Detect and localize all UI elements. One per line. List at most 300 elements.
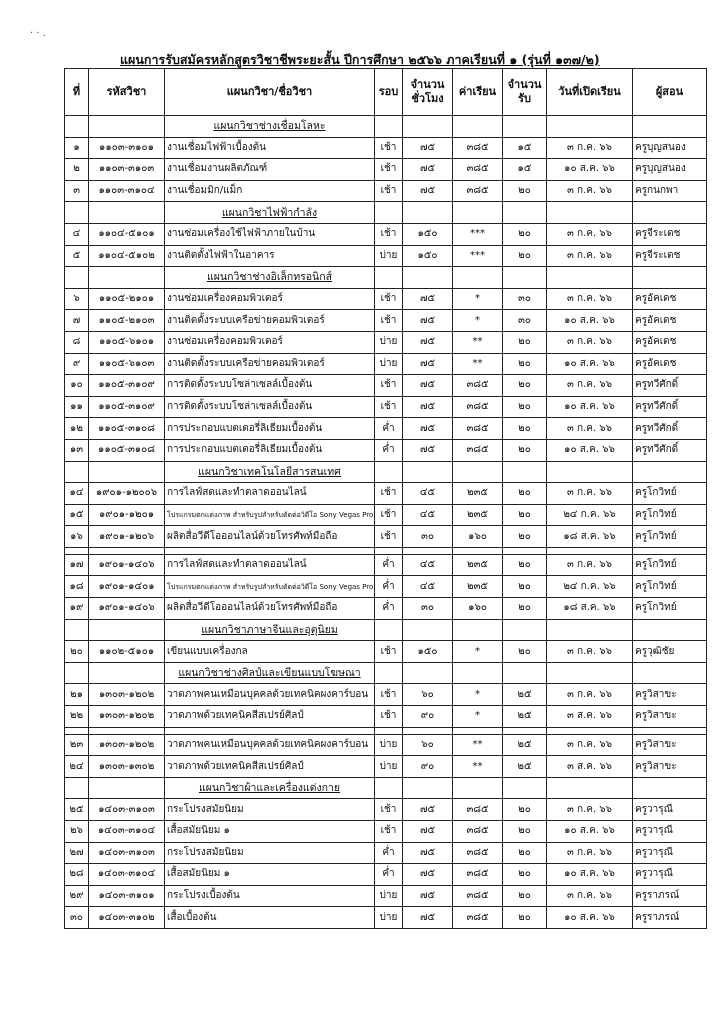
course-round: ค่ำ [375, 598, 403, 620]
course-teacher: ครูวิสาขะ [633, 706, 707, 728]
course-code: ๑๑๐๕-๓๑๐๙ [89, 396, 165, 418]
course-row [65, 576, 707, 598]
course-round: เช้า [375, 526, 403, 548]
row-number: ๑๙ [65, 598, 89, 620]
course-round: เช้า [375, 799, 403, 821]
empty-cell [503, 727, 547, 734]
course-teacher: ครูโกวิทย์ [633, 504, 707, 526]
course-fee: ๓๘๕ [453, 864, 503, 886]
course-seats: ๒๐ [503, 907, 547, 929]
course-hours: ๗๕ [403, 137, 453, 159]
empty-cell [633, 547, 707, 554]
course-fee: ๓๘๕ [453, 418, 503, 440]
course-row [65, 137, 707, 159]
row-number: ๑๑ [65, 396, 89, 418]
course-teacher: ครูบุญสนอง [633, 137, 707, 159]
empty-cell [403, 727, 453, 734]
empty-cell [453, 662, 503, 684]
course-fee: ** [453, 756, 503, 778]
course-hours: ๗๕ [403, 288, 453, 310]
course-seats: ๒๐ [503, 576, 547, 598]
course-row [65, 756, 707, 778]
course-fee: ๓๘๕ [453, 907, 503, 929]
course-code: ๑๑๐๕-๓๑๐๘ [89, 418, 165, 440]
course-round: เช้า [375, 483, 403, 505]
empty-cell [375, 267, 403, 289]
empty-cell [633, 461, 707, 483]
empty-cell [165, 727, 375, 734]
course-start-date: ๓ ก.ค. ๖๖ [547, 375, 633, 397]
course-fee: ** [453, 331, 503, 353]
course-seats: ๑๕ [503, 137, 547, 159]
course-start-date: ๓ ก.ค. ๖๖ [547, 554, 633, 576]
course-teacher: ครูอัคเดช [633, 331, 707, 353]
empty-cell [65, 202, 89, 224]
empty-cell [89, 619, 165, 641]
empty-cell [547, 267, 633, 289]
course-name: กระโปรงสมัยนิยม [165, 799, 375, 821]
row-number: ๔ [65, 223, 89, 245]
course-fee: ๓๘๕ [453, 439, 503, 461]
course-seats: ๓๐ [503, 310, 547, 332]
course-round: เช้า [375, 821, 403, 843]
course-seats: ๒๐ [503, 842, 547, 864]
course-teacher: ครูทวีศักดิ์ [633, 418, 707, 440]
empty-cell [65, 461, 89, 483]
course-name: วาดภาพด้วยเทคนิคสีสเปรย์ศิลป์ [165, 706, 375, 728]
course-hours: ๗๕ [403, 310, 453, 332]
empty-cell [65, 777, 89, 799]
course-hours: ๗๕ [403, 353, 453, 375]
course-name: การติดตั้งระบบโซล่าเซลล์เบื้องต้น [165, 396, 375, 418]
course-code: ๑๑๐๓-๓๑๐๓ [89, 159, 165, 181]
empty-cell [65, 547, 89, 554]
course-seats: ๒๐ [503, 245, 547, 267]
empty-cell [547, 619, 633, 641]
course-teacher: ครูทวีศักดิ์ [633, 375, 707, 397]
row-number: ๑๐ [65, 375, 89, 397]
empty-cell [453, 461, 503, 483]
course-code: ๑๑๐๔-๕๑๐๑ [89, 223, 165, 245]
course-seats: ๒๐ [503, 554, 547, 576]
course-name: งานติดตั้งระบบเครือข่ายคอมพิวเตอร์ [165, 353, 375, 375]
empty-cell [375, 202, 403, 224]
empty-cell [453, 202, 503, 224]
row-number: ๑๕ [65, 504, 89, 526]
course-seats: ๒๐ [503, 799, 547, 821]
course-round: ค่ำ [375, 554, 403, 576]
course-teacher: ครูวิสาขะ [633, 756, 707, 778]
row-number: ๑ [65, 137, 89, 159]
course-start-date: ๓ ก.ค. ๖๖ [547, 734, 633, 756]
course-code: ๑๓๐๓-๑๒๐๒ [89, 734, 165, 756]
course-name: การไลฟ์สดและทำตลาดออนไลน์ [165, 483, 375, 505]
course-row [65, 684, 707, 706]
course-fee: * [453, 310, 503, 332]
course-seats: ๒๐ [503, 641, 547, 663]
course-seats: ๒๐ [503, 331, 547, 353]
course-code: ๑๔๐๓-๓๑๐๓ [89, 799, 165, 821]
course-code: ๑๓๐๓-๑๒๐๒ [89, 684, 165, 706]
empty-cell [403, 202, 453, 224]
course-fee: * [453, 706, 503, 728]
course-teacher: ครูราภรณ์ [633, 907, 707, 929]
course-start-date: ๑๘ ส.ค. ๖๖ [547, 598, 633, 620]
course-round: บ่าย [375, 885, 403, 907]
header-hours: จำนวนชั่วโมง [403, 69, 453, 116]
course-hours: ๔๕ [403, 554, 453, 576]
course-row [65, 483, 707, 505]
course-start-date: ๓ ก.ค. ๖๖ [547, 331, 633, 353]
row-number: ๒๔ [65, 756, 89, 778]
course-row [65, 799, 707, 821]
course-start-date: ๓ ก.ค. ๖๖ [547, 288, 633, 310]
course-name: เสื้อสมัยนิยม ๑ [165, 821, 375, 843]
course-hours: ๗๕ [403, 396, 453, 418]
course-fee: ๓๘๕ [453, 180, 503, 202]
empty-cell [165, 547, 375, 554]
course-teacher: ครูโกวิทย์ [633, 526, 707, 548]
course-row [65, 180, 707, 202]
course-code: ๑๑๐๕-๒๑๐๓ [89, 310, 165, 332]
course-teacher: ครูวารุณี [633, 799, 707, 821]
course-seats: ๒๐ [503, 821, 547, 843]
course-round: ค่ำ [375, 864, 403, 886]
course-start-date: ๓ ก.ค. ๖๖ [547, 137, 633, 159]
course-round: ค่ำ [375, 418, 403, 440]
empty-cell [89, 662, 165, 684]
course-start-date: ๑๐ ส.ค. ๖๖ [547, 864, 633, 886]
spacer-row [65, 727, 707, 734]
empty-cell [503, 662, 547, 684]
course-fee: ๓๘๕ [453, 821, 503, 843]
empty-cell [503, 777, 547, 799]
course-code: ๑๑๐๕-๖๑๐๑ [89, 331, 165, 353]
course-row [65, 288, 707, 310]
header-seats: จำนวนรับ [503, 69, 547, 116]
course-start-date: ๑๐ ส.ค. ๖๖ [547, 907, 633, 929]
course-row [65, 353, 707, 375]
course-teacher: ครูวิสาขะ [633, 684, 707, 706]
course-row [65, 418, 707, 440]
empty-cell [403, 461, 453, 483]
empty-cell [453, 777, 503, 799]
course-round: บ่าย [375, 353, 403, 375]
course-hours: ๓๐ [403, 598, 453, 620]
course-name: ผลิตสื่อวีดีโอออนไลน์ด้วยโทรศัพท์มือถือ [165, 598, 375, 620]
empty-cell [503, 547, 547, 554]
empty-cell [547, 116, 633, 138]
course-start-date: ๑๐ ส.ค. ๖๖ [547, 439, 633, 461]
course-name: งานเชื่อมงานผลิตภัณฑ์ [165, 159, 375, 181]
course-name: เสื้อสมัยนิยม ๑ [165, 864, 375, 886]
course-row [65, 310, 707, 332]
department-name: แผนกวิชาภาษาจีนและอุตุนิยม [165, 619, 375, 641]
course-teacher: ครูโกวิทย์ [633, 576, 707, 598]
row-number: ๓ [65, 180, 89, 202]
course-name: การไลฟ์สดและทำตลาดออนไลน์ [165, 554, 375, 576]
empty-cell [89, 547, 165, 554]
empty-cell [547, 727, 633, 734]
course-hours: ๗๕ [403, 418, 453, 440]
row-number: ๙ [65, 353, 89, 375]
empty-cell [375, 662, 403, 684]
empty-cell [403, 619, 453, 641]
empty-cell [633, 777, 707, 799]
course-row [65, 375, 707, 397]
course-seats: ๒๕ [503, 756, 547, 778]
empty-cell [89, 461, 165, 483]
course-round: เช้า [375, 180, 403, 202]
course-row [65, 526, 707, 548]
course-seats: ๒๕ [503, 706, 547, 728]
course-seats: ๒๐ [503, 180, 547, 202]
course-round: เช้า [375, 223, 403, 245]
scan-marks: · · . [30, 28, 46, 39]
course-row [65, 885, 707, 907]
header-teacher: ผู้สอน [633, 69, 707, 116]
course-hours: ๙๐ [403, 756, 453, 778]
course-row [65, 842, 707, 864]
empty-cell [375, 727, 403, 734]
department-row [65, 202, 707, 224]
course-teacher: ครูอัคเดช [633, 288, 707, 310]
empty-cell [375, 547, 403, 554]
empty-cell [65, 116, 89, 138]
course-fee: ๒๓๕ [453, 554, 503, 576]
course-name: งานซ่อมเครื่องคอมพิวเตอร์ [165, 331, 375, 353]
course-teacher: ครูวารุณี [633, 842, 707, 864]
course-seats: ๒๐ [503, 418, 547, 440]
course-teacher: ครูอัคเดช [633, 310, 707, 332]
course-name: ผลิตสื่อวีดีโอออนไลน์ด้วยโทรศัพท์มือถือ [165, 526, 375, 548]
empty-cell [453, 547, 503, 554]
row-number: ๒๒ [65, 706, 89, 728]
empty-cell [65, 662, 89, 684]
empty-cell [633, 662, 707, 684]
row-number: ๑๖ [65, 526, 89, 548]
course-hours: ๖๐ [403, 734, 453, 756]
course-start-date: ๓ ก.ค. ๖๖ [547, 641, 633, 663]
course-name: เสื้อเบื้องต้น [165, 907, 375, 929]
row-number: ๒๑ [65, 684, 89, 706]
header-start: วันที่เปิดเรียน [547, 69, 633, 116]
course-hours: ๑๕๐ [403, 245, 453, 267]
header-code: รหัสวิชา [89, 69, 165, 116]
row-number: ๒๘ [65, 864, 89, 886]
course-code: ๑๑๐๕-๖๑๐๓ [89, 353, 165, 375]
empty-cell [633, 267, 707, 289]
empty-cell [633, 727, 707, 734]
header-subject: แผนกวิชา/ชื่อวิชา [165, 69, 375, 116]
empty-cell [89, 727, 165, 734]
course-hours: ๗๕ [403, 180, 453, 202]
course-name: เขียนแบบเครื่องกล [165, 641, 375, 663]
course-code: ๑๙๐๑-๑๔๐๖ [89, 598, 165, 620]
course-name: งานซ่อมเครื่องใช้ไฟฟ้าภายในบ้าน [165, 223, 375, 245]
course-name: งานเชื่อมไฟฟ้าเบื้องต้น [165, 137, 375, 159]
course-name: งานติดตั้งระบบเครือข่ายคอมพิวเตอร์ [165, 310, 375, 332]
course-seats: ๒๐ [503, 483, 547, 505]
row-number: ๑๓ [65, 439, 89, 461]
course-fee: ๓๘๕ [453, 842, 503, 864]
empty-cell [89, 202, 165, 224]
course-hours: ๑๕๐ [403, 223, 453, 245]
course-round: บ่าย [375, 756, 403, 778]
course-start-date: ๒๔ ก.ค. ๖๖ [547, 504, 633, 526]
course-seats: ๒๐ [503, 504, 547, 526]
course-seats: ๒๐ [503, 223, 547, 245]
course-code: ๑๑๐๕-๒๑๐๑ [89, 288, 165, 310]
course-start-date: ๑๐ ส.ค. ๖๖ [547, 310, 633, 332]
row-number: ๒๙ [65, 885, 89, 907]
course-fee: ๓๘๕ [453, 885, 503, 907]
course-code: ๑๑๐๒-๕๑๐๑ [89, 641, 165, 663]
course-start-date: ๓ ก.ค. ๖๖ [547, 842, 633, 864]
spacer-row [65, 547, 707, 554]
empty-cell [633, 202, 707, 224]
empty-cell [547, 662, 633, 684]
course-teacher: ครูวิสาขะ [633, 734, 707, 756]
course-row [65, 864, 707, 886]
course-row [65, 641, 707, 663]
course-hours: ๙๐ [403, 706, 453, 728]
department-name: แผนกวิชาช่างอิเล็กทรอนิกส์ [165, 267, 375, 289]
course-fee: ๓๘๕ [453, 396, 503, 418]
empty-cell [403, 116, 453, 138]
row-number: ๒ [65, 159, 89, 181]
course-code: ๑๑๐๓-๓๑๐๑ [89, 137, 165, 159]
course-name: วาดภาพคนเหมือนบุคคลด้วยเทคนิคผงคาร์บอน [165, 684, 375, 706]
course-teacher: ครูโกวิทย์ [633, 598, 707, 620]
course-code: ๑๙๐๑-๑๔๐๑ [89, 576, 165, 598]
course-teacher: ครูราภรณ์ [633, 885, 707, 907]
course-row [65, 223, 707, 245]
empty-cell [403, 662, 453, 684]
empty-cell [453, 727, 503, 734]
course-row [65, 734, 707, 756]
row-number: ๑๒ [65, 418, 89, 440]
course-hours: ๗๕ [403, 375, 453, 397]
course-round: เช้า [375, 504, 403, 526]
course-start-date: ๓ ก.ค. ๖๖ [547, 483, 633, 505]
row-number: ๑๘ [65, 576, 89, 598]
course-code: ๑๔๐๓-๓๑๐๔ [89, 821, 165, 843]
row-number: ๒๐ [65, 641, 89, 663]
course-fee: ๒๓๕ [453, 576, 503, 598]
course-fee: ** [453, 734, 503, 756]
course-code: ๑๔๐๓-๓๑๐๒ [89, 907, 165, 929]
course-hours: ๗๕ [403, 864, 453, 886]
course-seats: ๒๐ [503, 864, 547, 886]
course-fee: ** [453, 353, 503, 375]
course-hours: ๗๕ [403, 439, 453, 461]
course-round: เช้า [375, 706, 403, 728]
empty-cell [403, 547, 453, 554]
empty-cell [503, 619, 547, 641]
course-teacher: ครูทวีศักดิ์ [633, 396, 707, 418]
empty-cell [503, 461, 547, 483]
course-code: ๑๑๐๔-๕๑๐๒ [89, 245, 165, 267]
course-code: ๑๑๐๕-๓๑๐๘ [89, 439, 165, 461]
empty-cell [375, 116, 403, 138]
course-table [64, 68, 707, 929]
row-number: ๓๐ [65, 907, 89, 929]
course-teacher: ครูบุญสนอง [633, 159, 707, 181]
course-row [65, 439, 707, 461]
course-row [65, 706, 707, 728]
course-round: เช้า [375, 396, 403, 418]
empty-cell [375, 461, 403, 483]
course-fee: *** [453, 223, 503, 245]
course-teacher: ครูอัคเดช [633, 353, 707, 375]
row-number: ๗ [65, 310, 89, 332]
course-teacher: ครูจีระเดช [633, 245, 707, 267]
course-round: เช้า [375, 159, 403, 181]
department-name: แผนกวิชาไฟฟ้ากำลัง [165, 202, 375, 224]
empty-cell [503, 202, 547, 224]
course-row [65, 554, 707, 576]
course-hours: ๗๕ [403, 799, 453, 821]
course-start-date: ๓ ก.ค. ๖๖ [547, 245, 633, 267]
course-name: กระโปรงเบื้องต้น [165, 885, 375, 907]
course-start-date: ๑๘ ส.ค. ๖๖ [547, 526, 633, 548]
department-name: แผนกวิชาช่างเชื่อมโลหะ [165, 116, 375, 138]
course-code: ๑๙๐๑-๑๒๐๖ [89, 526, 165, 548]
course-round: ค่ำ [375, 842, 403, 864]
course-round: เช้า [375, 310, 403, 332]
course-start-date: ๓ ก.ค. ๖๖ [547, 418, 633, 440]
course-seats: ๒๐ [503, 598, 547, 620]
course-code: ๑๔๐๓-๓๑๐๑ [89, 885, 165, 907]
course-round: เช้า [375, 137, 403, 159]
course-code: ๑๓๐๓-๑๓๐๒ [89, 756, 165, 778]
course-start-date: ๑๐ ส.ค. ๖๖ [547, 396, 633, 418]
row-number: ๒๖ [65, 821, 89, 843]
row-number: ๑๔ [65, 483, 89, 505]
course-teacher: ครูกนกพา [633, 180, 707, 202]
course-seats: ๒๐ [503, 396, 547, 418]
empty-cell [89, 777, 165, 799]
header-fee: ค่าเรียน [453, 69, 503, 116]
course-name: งานเชื่อมมิก/แม็ก [165, 180, 375, 202]
course-name: วาดภาพด้วยเทคนิคสีสเปรย์ศิลป์ [165, 756, 375, 778]
department-row [65, 662, 707, 684]
document-title: แผนการรับสมัครหลักสูตรวิชาชีพระยะสั้น ปีการศึกษา ๒๕๖๖ ภาคเรียนที่ ๑ (รุ่นที่ ๑๓๗/๒) [120, 52, 600, 67]
row-number: ๒๕ [65, 799, 89, 821]
course-seats: ๓๐ [503, 288, 547, 310]
empty-cell [547, 547, 633, 554]
department-row [65, 619, 707, 641]
course-round: เช้า [375, 641, 403, 663]
course-seats: ๑๕ [503, 159, 547, 181]
course-fee: ๓๘๕ [453, 799, 503, 821]
department-row [65, 116, 707, 138]
course-hours: ๗๕ [403, 842, 453, 864]
course-fee: * [453, 641, 503, 663]
course-hours: ๗๕ [403, 331, 453, 353]
department-name: แผนกวิชาช่างศิลป์และเขียนแบบโฆษณา [165, 662, 375, 684]
course-name: การประกอบแบตเตอรี่ลิเธียมเบื้องต้น [165, 418, 375, 440]
course-fee: ๓๘๕ [453, 137, 503, 159]
course-hours: ๗๕ [403, 907, 453, 929]
course-start-date: ๑๐ ส.ค. ๖๖ [547, 159, 633, 181]
course-fee: ๓๘๕ [453, 159, 503, 181]
course-start-date: ๓ ก.ค. ๖๖ [547, 684, 633, 706]
row-number: ๖ [65, 288, 89, 310]
course-hours: ๖๐ [403, 684, 453, 706]
header-no: ที่ [65, 69, 89, 116]
